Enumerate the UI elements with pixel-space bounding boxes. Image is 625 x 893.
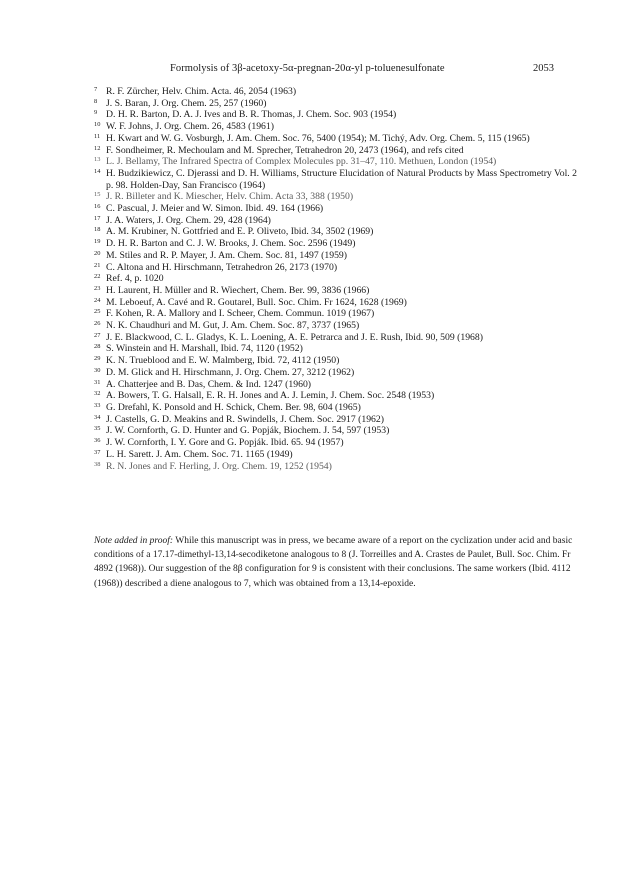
reference-item [94, 262, 578, 274]
reference-item [94, 109, 578, 121]
reference-text: Ref. 4, p. 1020 [106, 273, 164, 285]
reference-item [94, 191, 578, 203]
reference-item [94, 379, 578, 391]
reference-number: 10 [94, 121, 101, 129]
reference-item [94, 332, 578, 344]
reference-number: 18 [94, 226, 101, 234]
reference-text: H. Kwart and W. G. Vosburgh, J. Am. Chem. Soc. 76, 5400 (1954); M. Tichý, Adv. Org. Chem. 5, 115 (1965) [106, 132, 530, 144]
reference-text: J. E. Blackwood, C. L. Gladys, K. L. Loening, A. E. Petrarca and J. E. Rush, Ibid. 90, 509 (1968) [106, 331, 483, 343]
reference-text: M. Stiles and R. P. Mayer, J. Am. Chem. Soc. 81, 1497 (1959) [106, 249, 347, 261]
reference-text: A. Chatterjee and B. Das, Chem. & Ind. 1247 (1960) [106, 378, 312, 390]
reference-text: K. N. Trueblood and E. W. Malmberg, Ibid. 72, 4112 (1950) [106, 355, 340, 367]
reference-item [94, 437, 578, 449]
reference-item [94, 86, 578, 98]
reference-number: 33 [94, 401, 101, 409]
reference-text: A. Bowers, T. G. Halsall, E. R. H. Jones and A. J. Lemin, J. Chem. Soc. 2548 (1953) [106, 390, 435, 402]
reference-item [94, 285, 578, 297]
reference-item [94, 320, 578, 332]
reference-text: W. F. Johns, J. Org. Chem. 26, 4583 (1961) [106, 121, 274, 133]
reference-number: 38 [94, 460, 101, 468]
reference-number: 15 [94, 191, 101, 199]
reference-item [94, 226, 578, 238]
reference-number: 12 [94, 144, 101, 152]
reference-item [94, 121, 578, 133]
reference-item [94, 308, 578, 320]
reference-text: J. R. Billeter and K. Miescher, Helv. Chim. Acta 33, 388 (1950) [106, 191, 354, 203]
reference-text: R. N. Jones and F. Herling, J. Org. Chem. 19, 1252 (1954) [106, 460, 332, 472]
reference-text: D. H. R. Barton and C. J. W. Brooks, J. Chem. Soc. 2596 (1949) [106, 238, 356, 250]
reference-item [94, 449, 578, 461]
reference-text: J. Castells, G. D. Meakins and R. Swindells, J. Chem. Soc. 2917 (1962) [106, 413, 384, 425]
reference-number: 8 [94, 97, 98, 105]
reference-list [94, 86, 578, 472]
note-added-in-proof [94, 534, 578, 591]
reference-number: 13 [94, 156, 101, 164]
reference-text: C. Altona and H. Hirschmann, Tetrahedron 26, 2173 (1970) [106, 261, 338, 273]
reference-number: 9 [94, 109, 98, 117]
reference-text: N. K. Chaudhuri and M. Gut, J. Am. Chem. Soc. 87, 3737 (1965) [106, 320, 360, 332]
reference-item [94, 297, 578, 309]
reference-text: J. S. Baran, J. Org. Chem. 25, 257 (1960) [106, 97, 267, 109]
reference-item [94, 238, 578, 250]
reference-text: M. Leboeuf, A. Cavé and R. Goutarel, Bull. Soc. Chim. Fr 1624, 1628 (1969) [106, 296, 407, 308]
reference-number: 29 [94, 355, 101, 363]
reference-number: 21 [94, 261, 101, 269]
reference-number: 32 [94, 390, 101, 398]
reference-item [94, 390, 578, 402]
reference-item [94, 355, 578, 367]
reference-number: 34 [94, 413, 101, 421]
reference-number: 22 [94, 273, 101, 281]
reference-number: 23 [94, 284, 101, 292]
reference-item [94, 367, 578, 379]
reference-text: F. Kohen, R. A. Mallory and I. Scheer, Chem. Commun. 1019 (1967) [106, 308, 375, 320]
reference-number: 26 [94, 320, 101, 328]
reference-text: C. Pascual, J. Meier and W. Simon. Ibid. 49. 164 (1966) [106, 203, 324, 215]
reference-text: H. Budzikiewicz, C. Djerassi and D. H. Williams, Structure Elucidation of Natural Products by Mass Spectrometry Vol. 2 p. 98. Holden-Day, San Francisco (1964) [106, 167, 577, 191]
reference-text: L. H. Sarett. J. Am. Chem. Soc. 71. 1165 (1949) [106, 448, 293, 460]
reference-text: J. W. Cornforth, G. D. Hunter and G. Popják, Biochem. J. 54, 597 (1953) [106, 425, 390, 437]
reference-item [94, 145, 578, 157]
reference-item [94, 203, 578, 215]
reference-text: L. J. Bellamy, The Infrared Spectra of Complex Molecules pp. 31–47, 110. Methuen, London (1954) [106, 156, 497, 168]
reference-text: D. H. R. Barton, D. A. J. Ives and B. R. Thomas, J. Chem. Soc. 903 (1954) [106, 109, 397, 121]
reference-number: 27 [94, 331, 101, 339]
reference-number: 11 [94, 132, 101, 140]
reference-number: 17 [94, 214, 101, 222]
reference-number: 31 [94, 378, 101, 386]
reference-item [94, 461, 578, 473]
reference-item [94, 343, 578, 355]
reference-item [94, 250, 578, 262]
reference-text: H. Laurent, H. Müller and R. Wiechert, Chem. Ber. 99, 3836 (1966) [106, 284, 370, 296]
reference-text: D. M. Glick and H. Hirschmann, J. Org. Chem. 27, 3212 (1962) [106, 366, 355, 378]
reference-number: 25 [94, 308, 101, 316]
reference-item [94, 156, 578, 168]
note-label: Note added in proof: [94, 536, 174, 546]
reference-text: A. M. Krubiner, N. Gottfried and E. P. Oliveto, Ibid. 34, 3502 (1969) [106, 226, 374, 238]
reference-number: 37 [94, 448, 101, 456]
reference-item [94, 402, 578, 414]
reference-number: 36 [94, 437, 101, 445]
reference-number: 35 [94, 425, 101, 433]
reference-text: R. F. Zürcher, Helv. Chim. Acta. 46, 2054 (1963) [106, 86, 297, 97]
reference-number: 16 [94, 203, 101, 211]
reference-number: 7 [94, 86, 98, 93]
reference-item [94, 425, 578, 437]
reference-number: 19 [94, 238, 101, 246]
reference-text: S. Winstein and H. Marshall, Ibid. 74, 1120 (1952) [106, 343, 303, 355]
reference-item [94, 414, 578, 426]
reference-text: J. W. Cornforth, I. Y. Gore and G. Popják. Ibid. 65. 94 (1957) [106, 437, 344, 449]
reference-item [94, 273, 578, 285]
reference-text: G. Drefahl, K. Ponsold and H. Schick, Chem. Ber. 98, 604 (1965) [106, 401, 361, 413]
reference-item [94, 133, 578, 145]
reference-item [94, 215, 578, 227]
note-text: While this manuscript was in press, we became aware of a report on the cyclization under acid and basic conditions of a 17.17-dimethyl-13,14-secodiketone analogous to 8 (J. Torreilles and A. Crastes de Paulet, Bull. Soc. Chim. Fr 4892 (1968)). Our suggestion of the 8β configuration for 9 is consistent with their conclusions. The same workers (Ibid. 4112 (1968)) described a diene analogous to 7, which was obtained from a 13,14-epoxide. [94, 536, 573, 589]
reference-item [94, 168, 578, 191]
reference-number: 28 [94, 343, 101, 351]
running-head-title: Formolysis of 3β-acetoxy-5α-pregnan-20α-yl p-toluenesulfonate [170, 63, 445, 74]
reference-number: 30 [94, 366, 101, 374]
reference-number: 14 [94, 167, 101, 175]
page-number: 2053 [533, 63, 554, 74]
reference-number: 20 [94, 249, 101, 257]
reference-text: F. Sondheimer, R. Mechoulam and M. Sprecher, Tetrahedron 20, 2473 (1964), and refs cited [106, 144, 464, 156]
reference-number: 24 [94, 296, 101, 304]
reference-item [94, 98, 578, 110]
reference-text: J. A. Waters, J. Org. Chem. 29, 428 (1964) [106, 214, 271, 226]
